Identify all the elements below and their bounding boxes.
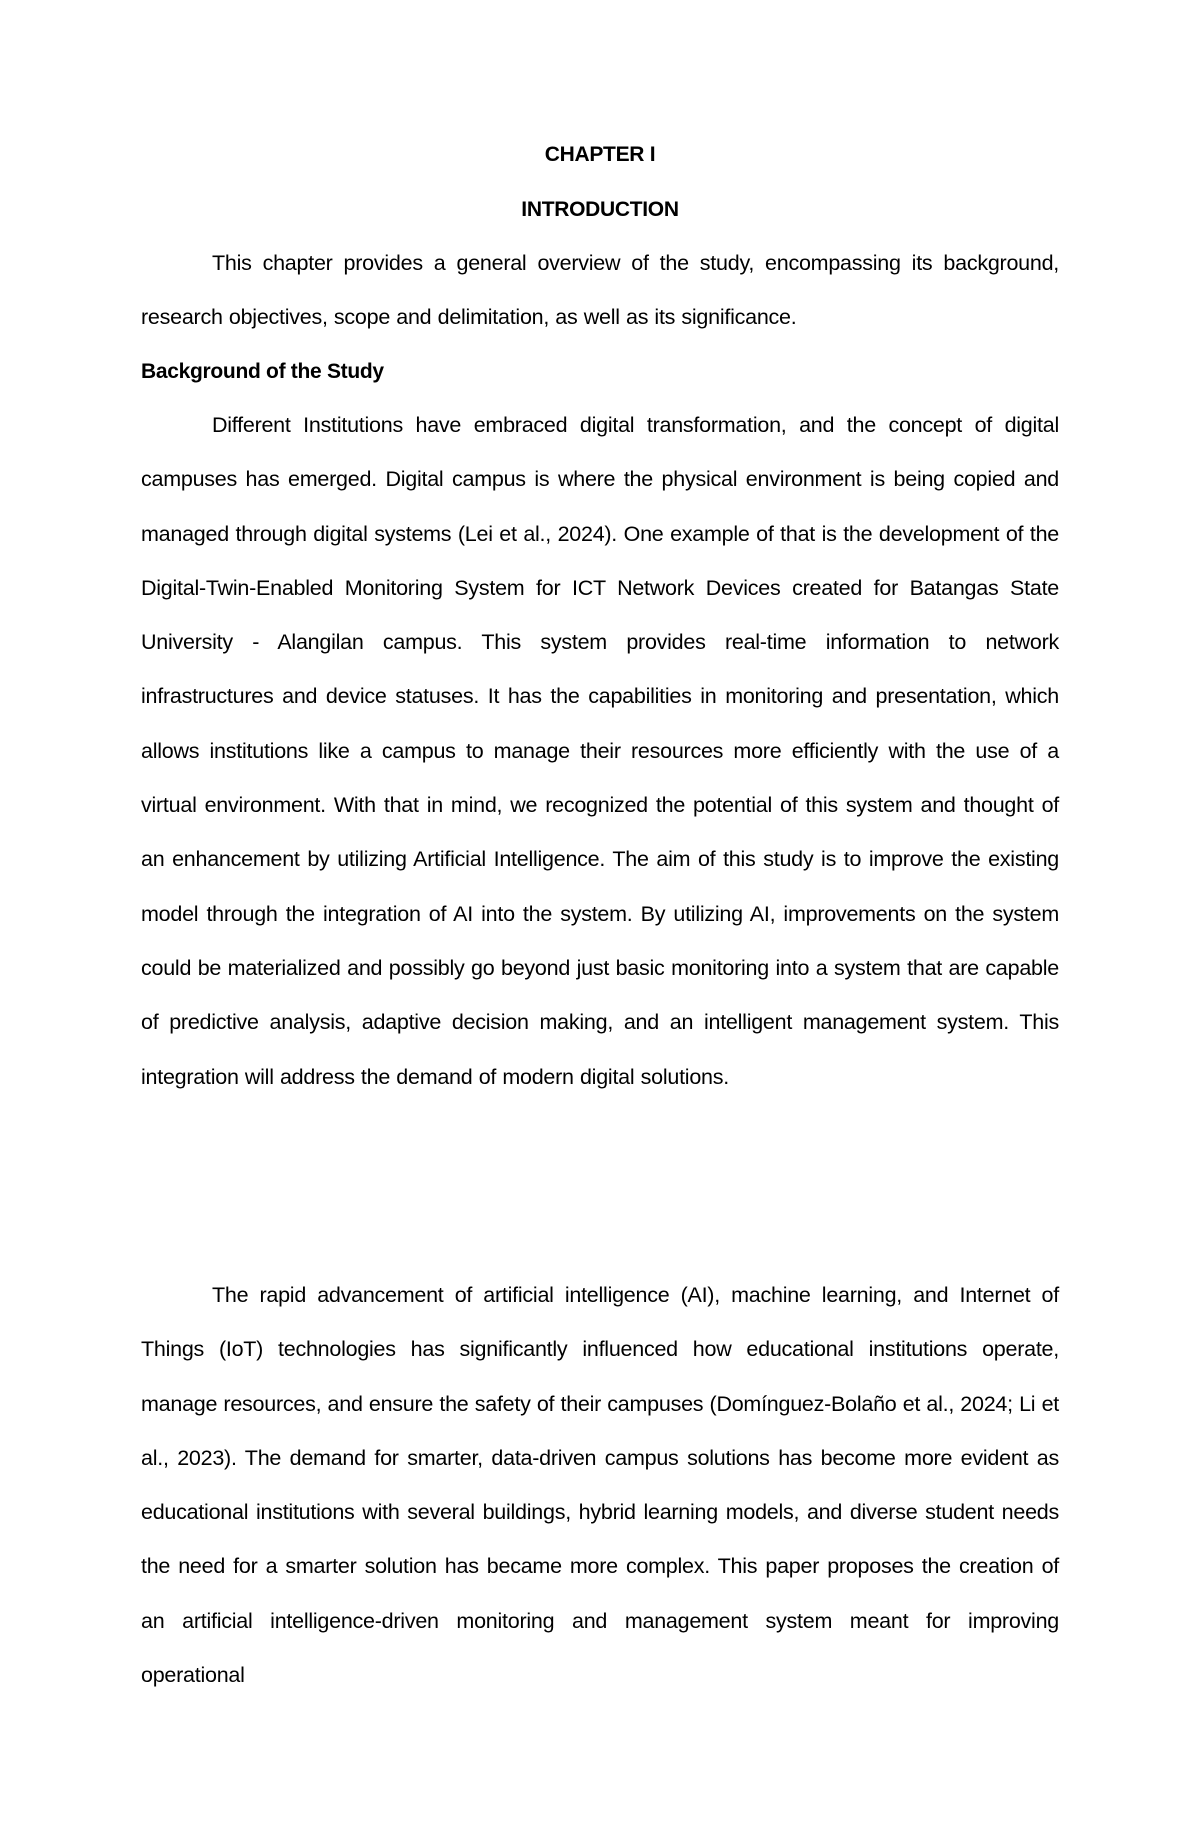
overview-paragraph: This chapter provides a general overview of the study, encompassing its background, research objectives, scope and delimitation, as well as its significance. [141, 251, 1059, 330]
chapter-title: CHAPTER I [544, 143, 656, 166]
section-heading: Background of the Study [141, 360, 384, 383]
chapter-subtitle: INTRODUCTION [521, 198, 679, 221]
document-page [141, 0, 1059, 1835]
background-paragraph-1: Different Institutions have embraced digital transformation, and the concept of digital campuses has emerged. Digital campus is where the physical environment is being copied and managed through digital systems (Lei et al., 2024). One example of that is the development of the Digital-Twin-Enabled Monitoring System for ICT Network Devices created for Batangas State University - Alangilan campus. This system provides real-time information to network infrastructures and device statuses. It has the capabilities in monitoring and presentation, which allows institutions like a campus to manage their resources more efficiently with the use of a virtual environment. With that in mind, we recognized the potential of this system and thought of an enhancement by utilizing Artificial Intelligence. The aim of this study is to improve the existing model through the integration of AI into the system. By utilizing AI, improvements on the system could be materialized and possibly go beyond just basic monitoring into a system that are capable of predictive analysis, adaptive decision making, and an intelligent management system. This integration will address the demand of modern digital solutions. [141, 413, 1059, 1089]
background-paragraph-2: The rapid advancement of artificial intelligence (AI), machine learning, and Internet of Things (IoT) technologies has significantly influenced how educational institutions operate, manage resources, and ensure the safety of their campuses (Domínguez-Bolaño et al., 2024; Li et al., 2023). The demand for smarter, data-driven campus solutions has become more evident as educational institutions with several buildings, hybrid learning models, and diverse student needs the need for a smarter solution has became more complex. This paper proposes the creation of an artificial intelligence-driven monitoring and management system meant for improving operational [141, 1283, 1059, 1688]
